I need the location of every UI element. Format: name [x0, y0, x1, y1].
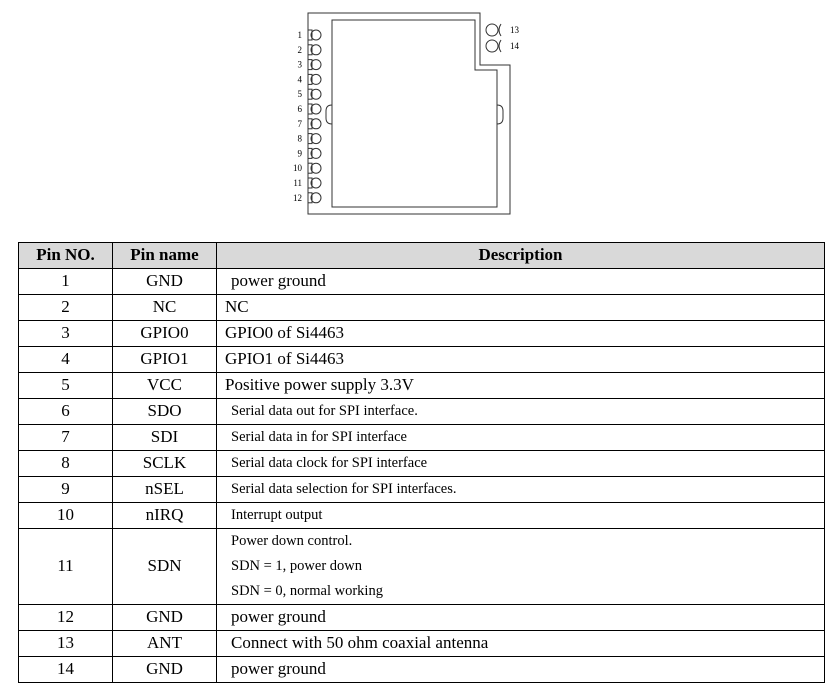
table-row: [19, 451, 825, 477]
pin-name-cell: SDN: [113, 529, 217, 605]
pin-1-label: 1: [297, 30, 302, 40]
pin-14-pad: [499, 40, 501, 52]
pin-8-label: 8: [297, 133, 302, 144]
table-row: [19, 529, 825, 605]
pin-description-cell: Serial data out for SPI interface.: [217, 399, 825, 425]
module-shield-outline: [332, 20, 497, 207]
table-row: [19, 399, 825, 425]
left-notch: [326, 105, 332, 124]
header-pin-name: Pin name: [113, 243, 217, 269]
pin-14-label: 14: [510, 41, 519, 51]
pin-name-cell: GND: [113, 269, 217, 295]
pin-description-cell: Connect with 50 ohm coaxial antenna: [217, 631, 825, 657]
pin-number-cell: 5: [19, 373, 113, 399]
pin-name-cell: GPIO0: [113, 321, 217, 347]
pin-name-cell: GND: [113, 657, 217, 683]
pin-number-cell: 7: [19, 425, 113, 451]
pin-name-cell: NC: [113, 295, 217, 321]
table-row: [19, 657, 825, 683]
pin-table-body: [19, 269, 825, 683]
pin-description-cell: power ground: [217, 657, 825, 683]
description-line: Power down control.: [231, 533, 353, 549]
header-description: Description: [217, 243, 825, 269]
pin-description-cell: Serial data selection for SPI interfaces.: [217, 477, 825, 503]
pin-name-cell: SDO: [113, 399, 217, 425]
pin-number-cell: 11: [19, 529, 113, 605]
pin-name-cell: ANT: [113, 631, 217, 657]
pin-number-cell: 12: [19, 605, 113, 631]
pin-description-cell: NC: [217, 295, 825, 321]
pin-table: [18, 242, 825, 683]
pin-name-cell: GND: [113, 605, 217, 631]
pin-description-cell: power ground: [217, 269, 825, 295]
pin-name-cell: SCLK: [113, 451, 217, 477]
pin-9-label: 9: [297, 148, 302, 159]
module-outline-svg: [280, 10, 540, 220]
pin-number-cell: 4: [19, 347, 113, 373]
pin-13-pad: [499, 24, 501, 36]
right-notch: [497, 105, 503, 124]
pin-description-cell: power ground: [217, 605, 825, 631]
pin-number-cell: 1: [19, 269, 113, 295]
pin-3-label: 3: [297, 59, 302, 70]
pin-name-cell: SDI: [113, 425, 217, 451]
pin-number-cell: 10: [19, 503, 113, 529]
description-line: SDN = 0, normal working: [231, 583, 383, 599]
table-row: [19, 503, 825, 529]
pin-description-cell: Serial data clock for SPI interface: [217, 451, 825, 477]
pin-7-label: 7: [297, 118, 302, 129]
table-row: [19, 295, 825, 321]
pin-description-cell: Positive power supply 3.3V: [217, 373, 825, 399]
pin-13-hole: [486, 24, 498, 36]
pin-number-cell: 13: [19, 631, 113, 657]
table-row: [19, 269, 825, 295]
pin-description-cell: [217, 529, 825, 605]
table-row: [19, 321, 825, 347]
pin-number-cell: 14: [19, 657, 113, 683]
pin-5-label: 5: [297, 89, 302, 100]
pin-description-cell: Serial data in for SPI interface: [217, 425, 825, 451]
pin-13-label: 13: [510, 25, 519, 35]
description-line: SDN = 1, power down: [231, 558, 363, 574]
pin-name-cell: GPIO1: [113, 347, 217, 373]
table-row: [19, 605, 825, 631]
table-row: [19, 425, 825, 451]
header-pin-no: Pin NO.: [19, 243, 113, 269]
pin-number-cell: 9: [19, 477, 113, 503]
pin-name-cell: nSEL: [113, 477, 217, 503]
pin-4-label: 4: [297, 74, 302, 85]
pin-description-cell: Interrupt output: [217, 503, 825, 529]
pin-11-label: 11: [293, 178, 302, 188]
table-row: [19, 373, 825, 399]
pin-number-cell: 6: [19, 399, 113, 425]
pin-name-cell: nIRQ: [113, 503, 217, 529]
pin-name-cell: VCC: [113, 373, 217, 399]
pin-12-label: 12: [293, 192, 302, 203]
table-row: [19, 347, 825, 373]
table-row: [19, 477, 825, 503]
pin-10-label: 10: [293, 163, 302, 174]
pin-description-cell: GPIO0 of Si4463: [217, 321, 825, 347]
pin-number-cell: 2: [19, 295, 113, 321]
pin-2-label: 2: [297, 44, 302, 55]
module-pinout-diagram: [280, 10, 540, 220]
pin-number-cell: 3: [19, 321, 113, 347]
pin-14-hole: [486, 40, 498, 52]
pin-6-label: 6: [297, 104, 302, 114]
module-outer-outline: [308, 13, 510, 214]
pin-description-cell: GPIO1 of Si4463: [217, 347, 825, 373]
table-header-row: [19, 243, 825, 269]
pin-number-cell: 8: [19, 451, 113, 477]
table-row: [19, 631, 825, 657]
